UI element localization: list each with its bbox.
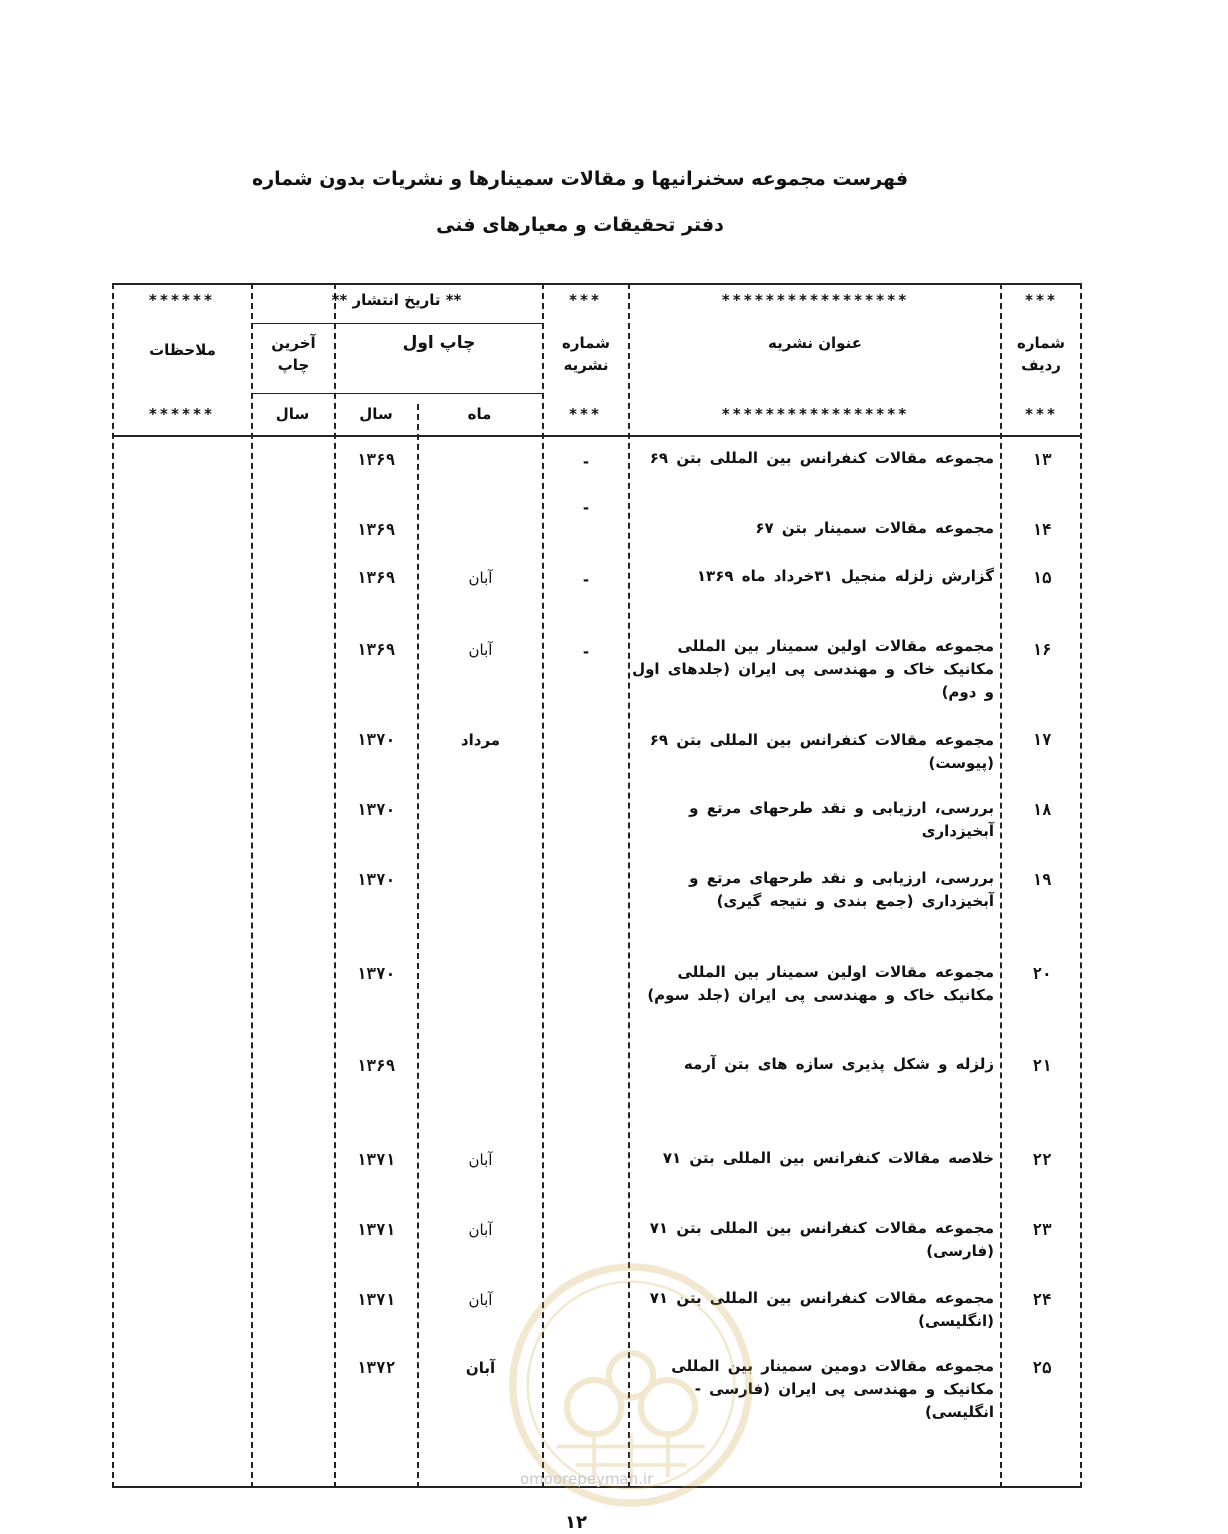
header-title: عنوان نشریه: [768, 334, 862, 352]
row-title: مجموعه مقالات دومین سمینار بین المللی مکانیک و مهندسی پی ایران (فارسی - انگلیسی): [671, 1357, 994, 1421]
row-number: ۲۳: [1032, 1220, 1052, 1239]
header-stars: *****************: [721, 291, 909, 309]
row-month: آبان: [468, 1151, 493, 1169]
row-month: آبان: [468, 1221, 493, 1239]
header-stars: *****************: [721, 405, 909, 423]
row-title: بررسی، ارزیابی و نقد طرحهای مرتع و آبخیزداری (جمع بندی و نتیجه گیری): [689, 869, 994, 910]
header-stars: ***: [1024, 405, 1058, 423]
row-number: ۱۳: [1032, 450, 1052, 469]
header-stars: ***: [568, 291, 602, 309]
header-last-print: آخرین چاپ: [271, 334, 316, 374]
row-number: ۱۵: [1032, 568, 1052, 587]
row-number: ۱۷: [1032, 730, 1052, 749]
row-year: ۱۳۶۹: [356, 1056, 396, 1075]
row-number: ۱۴: [1032, 520, 1052, 539]
header-stars: ***: [568, 405, 602, 423]
header-stars: ***: [1024, 291, 1058, 309]
header-publication-number: شماره نشریه: [562, 334, 610, 374]
row-number: ۱۸: [1032, 800, 1052, 819]
row-year: ۱۳۷۱: [356, 1150, 396, 1169]
row-number: ۱۶: [1032, 640, 1052, 659]
row-year: ۱۳۶۹: [356, 450, 396, 469]
header-publication-date: ** تاریخ انتشار **: [331, 291, 462, 309]
column-divider: [1000, 283, 1002, 1488]
row-publication-number: -: [582, 571, 590, 589]
column-divider: [334, 283, 336, 1488]
header-remarks: ملاحظات: [149, 341, 216, 359]
row-month: آبان: [468, 641, 493, 659]
row-number: ۲۴: [1032, 1290, 1052, 1309]
row-publication-number: -: [582, 643, 590, 661]
table-border-right: [1080, 283, 1082, 1488]
row-publication-number: -: [582, 453, 590, 471]
header-bottom-border: [112, 435, 1082, 437]
header-first-print: چاپ اول: [402, 333, 476, 353]
row-title: بررسی، ارزیابی و نقد طرحهای مرتع و آبخیزداری: [689, 799, 994, 840]
row-title: مجموعه مقالات اولین سمینار بین المللی مکانیک خاک و مهندسی پی ایران (جلد سوم): [647, 963, 994, 1004]
row-number: ۲۵: [1032, 1358, 1052, 1377]
row-year: ۱۳۷۰: [356, 730, 396, 749]
row-number: ۲۱: [1032, 1056, 1052, 1075]
header-divider: [251, 393, 542, 394]
row-number: ۱۹: [1032, 870, 1052, 889]
row-title: مجموعه مقالات سمینار بتن ۶۷: [755, 519, 994, 537]
row-year: ۱۳۷۱: [356, 1290, 396, 1309]
row-month: آبان: [465, 1359, 496, 1377]
header-divider: [251, 323, 542, 324]
header-year-last: سال: [275, 405, 310, 423]
document-title: فهرست مجموعه سخنرانیها و مقالات سمینارها و نشریات بدون شماره: [251, 168, 909, 190]
table-border-left: [112, 283, 114, 1488]
row-number: ۲۲: [1032, 1150, 1052, 1169]
row-year: ۱۳۷۱: [356, 1220, 396, 1239]
row-title: خلاصه مقالات کنفرانس بین المللی بتن ۷۱: [662, 1149, 994, 1167]
row-title: زلزله و شکل پذیری سازه های بتن آرمه: [683, 1055, 994, 1073]
row-title: مجموعه مقالات اولین سمینار بین المللی مکانیک خاک و مهندسی پی ایران (جلدهای اول و دوم): [632, 637, 994, 701]
row-year: ۱۳۷۰: [356, 800, 396, 819]
row-title: مجموعه مقالات کنفرانس بین المللی بتن ۷۱ (فارسی): [649, 1219, 994, 1260]
header-row-number: شماره ردیف: [1017, 334, 1065, 374]
document-subtitle: دفتر تحقیقات و معیارهای فنی: [436, 214, 724, 236]
table-border-top: [112, 283, 1082, 285]
row-month: آبان: [468, 1291, 493, 1309]
watermark-text: omoorepeyman.ir: [520, 1470, 654, 1488]
row-title: مجموعه مقالات کنفرانس بین المللی بتن ۶۹: [649, 449, 994, 467]
header-month: ماه: [467, 405, 492, 423]
row-number: ۲۰: [1032, 964, 1052, 983]
row-year: ۱۳۷۰: [356, 870, 396, 889]
row-year: ۱۳۶۹: [356, 520, 396, 539]
row-year: ۱۳۷۲: [356, 1358, 396, 1377]
row-title: مجموعه مقالات کنفرانس بین المللی بتن ۶۹ (پیوست): [649, 731, 994, 772]
row-month: آبان: [468, 569, 493, 587]
header-stars: ******: [148, 291, 215, 309]
row-title: گزارش زلزله منجیل ۳۱خرداد ماه ۱۳۶۹: [696, 567, 994, 585]
header-stars: ******: [148, 405, 215, 423]
column-divider: [251, 283, 253, 1488]
column-divider: [417, 404, 419, 1488]
row-year: ۱۳۶۹: [356, 640, 396, 659]
row-year: ۱۳۶۹: [356, 568, 396, 587]
row-publication-number: -: [582, 499, 590, 517]
row-title: مجموعه مقالات کنفرانس بین المللی بتن ۷۱ (انگلیسی): [649, 1289, 994, 1330]
page-number: ۱۲: [565, 1512, 587, 1533]
row-year: ۱۳۷۰: [356, 964, 396, 983]
header-year-first: سال: [359, 405, 393, 423]
row-month: مرداد: [460, 731, 501, 749]
